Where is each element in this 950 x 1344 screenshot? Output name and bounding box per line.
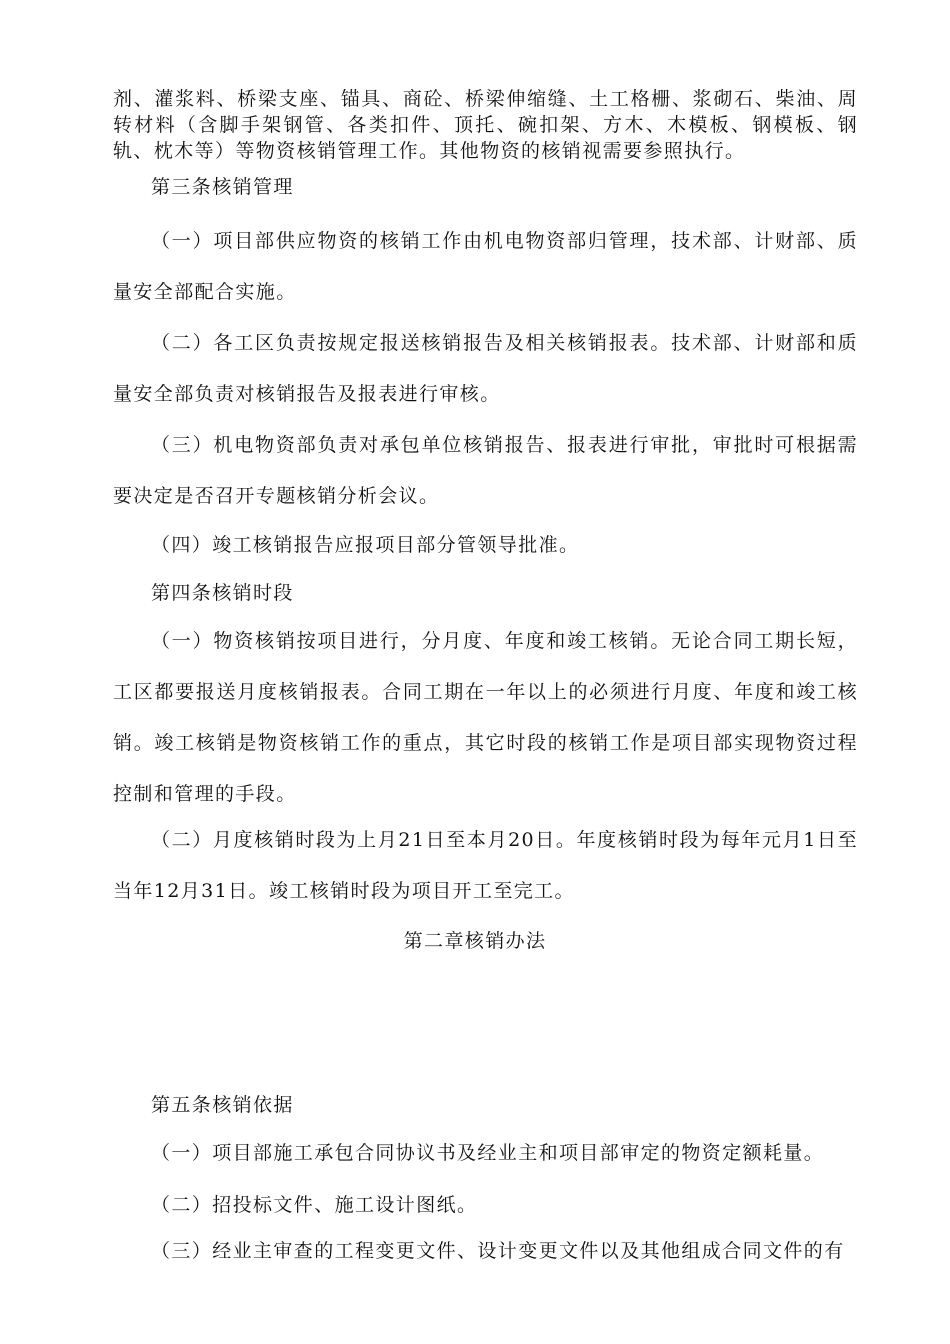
article-5-item-1: （一）项目部施工承包合同协议书及经业主和项目部审定的物资定额耗量。 xyxy=(151,1142,825,1164)
article-4-item-1: （一）物资核销按项目进行，分月度、年度和竣工核销。无论合同工期长短，工区都要报送月度核销报表。合同工期在一年以上的必须进行月度、年度和竣工核销。竣工核销是物资核销工作的重点，其它时段的核销工作是项目部实现物资过程控制和管理的手段。 xyxy=(113,630,858,805)
article-4-item-2: （二）月度核销时段为上月21日至本月20日。年度核销时段为每年元月1日至当年12月31日。竣工核销时段为项目开工至完工。 xyxy=(113,829,858,902)
article-5-item-3: （三）经业主审查的工程变更文件、设计变更文件以及其他组成合同文件的有 xyxy=(151,1240,845,1262)
article-3-item-3: （三）机电物资部负责对承包单位核销报告、报表进行审批，审批时可根据需要决定是否召开专题核销分析会议。 xyxy=(113,434,858,507)
article-3-item-4: （四）竣工核销报告应报项目部分管领导批准。 xyxy=(151,534,580,556)
paragraph-continuation: 剂、灌浆料、桥梁支座、锚具、商砼、桥梁伸缩缝、土工格栅、浆砌石、柴油、周转材料（含脚手架钢管、各类扣件、顶托、碗扣架、方木、木模板、钢模板、钢轨、枕木等）等物资核销管理工作。其他物资的核销视需要参照执行。 xyxy=(113,88,858,162)
article-5-item-2: （二）招投标文件、施工设计图纸。 xyxy=(151,1194,478,1216)
chapter-2-title: 第二章核销办法 xyxy=(403,930,547,952)
article-3-item-2: （二）各工区负责按规定报送核销报告及相关核销报表。技术部、计财部和质量安全部负责对核销报告及报表进行审核。 xyxy=(113,332,858,405)
article-3-title: 第三条核销管理 xyxy=(151,176,294,198)
article-5-title: 第五条核销依据 xyxy=(151,1094,294,1116)
article-3-item-1: （一）项目部供应物资的核销工作由机电物资部归管理，技术部、计财部、质量安全部配合实施。 xyxy=(113,230,858,303)
article-4-title: 第四条核销时段 xyxy=(151,582,294,604)
